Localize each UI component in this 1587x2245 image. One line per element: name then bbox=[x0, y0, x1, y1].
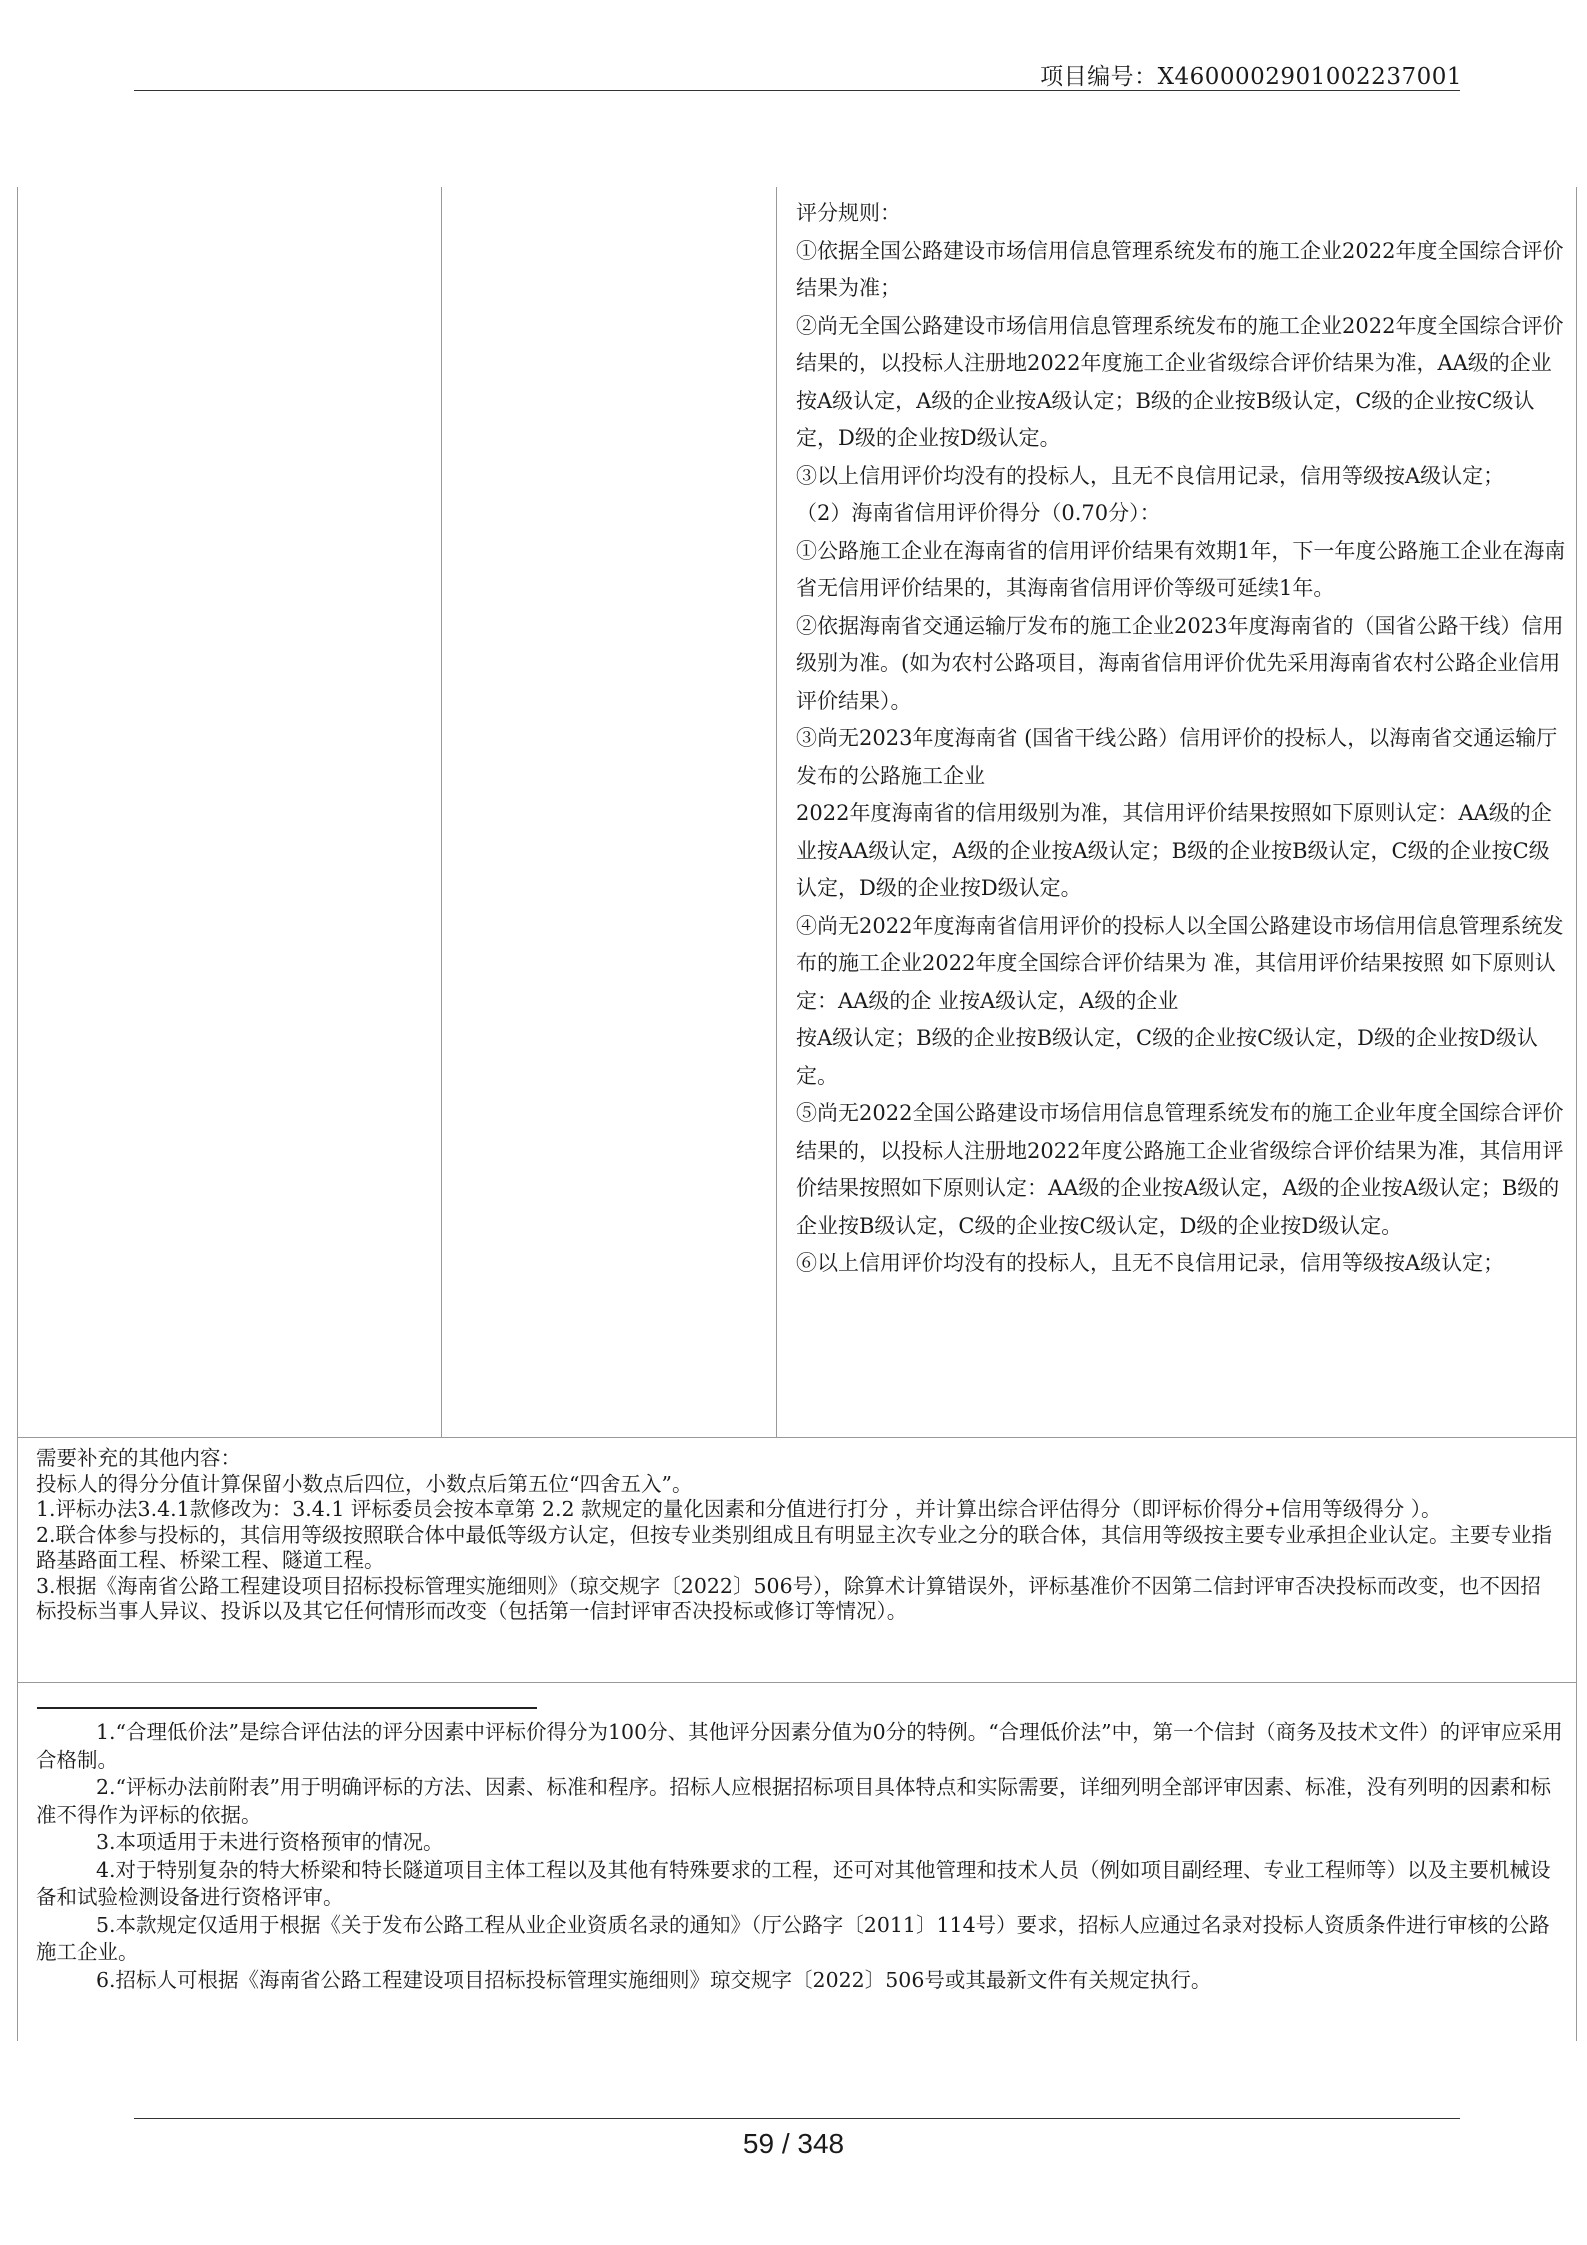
rule-paragraph: ①公路施工企业在海南省的信用评价结果有效期1年，下一年度公路施工企业在海南省无信用评价结果的，其海南省信用评价等级可延续1年。 bbox=[796, 538, 1566, 600]
rules-heading: 评分规则： bbox=[796, 201, 901, 225]
scoring-rules-cell bbox=[796, 195, 1566, 1283]
supplement-heading: 需要补充的其他内容： bbox=[36, 1446, 241, 1470]
footnote-item: 4.对于特别复杂的特大桥梁和特长隧道项目主体工程以及其他有特殊要求的工程，还可对其他管理和技术人员（例如项目副经理、专业工程师等）以及主要机械设备和试验检测设备进行资格评审。 bbox=[36, 1857, 1551, 1909]
supplement-paragraph: 投标人的得分分值计算保留小数点后四位，小数点后第五位“四舍五入”。 bbox=[36, 1471, 693, 1496]
rule-paragraph: ④尚无2022年度海南省信用评价的投标人以全国公路建设市场信用信息管理系统发布的施工企业2022年度全国综合评价结果为 准，其信用评价结果按照 如下原则认定：AA级的企 业按A级认定，A级的企业 bbox=[796, 913, 1564, 1013]
footnote-item: 2.“评标办法前附表”用于明确评标的方法、因素、标准和程序。招标人应根据招标项目具体特点和实际需要，详细列明全部评审因素、标准，没有列明的因素和标准不得作为评标的依据。 bbox=[36, 1775, 1552, 1827]
rule-paragraph: ②依据海南省交通运输厅发布的施工企业2023年度海南省的（国省公路干线）信用级别为准。(如为农村公路项目，海南省信用评价优先采用海南省农村公路企业信用评价结果）。 bbox=[796, 613, 1564, 713]
supplement-cell bbox=[36, 1446, 1561, 1625]
rule-paragraph: ⑥以上信用评价均没有的投标人，且无不良信用记录，信用等级按A级认定； bbox=[796, 1251, 1505, 1275]
footnote-item: 5.本款规定仅适用于根据《关于发布公路工程从业企业资质名录的通知》（厅公路字〔2011〕114号）要求，招标人应通过名录对投标人资质条件进行审核的公路施工企业。 bbox=[36, 1912, 1550, 1964]
page-number: 59 / 348 bbox=[742, 2128, 845, 2159]
footnote-item: 3.本项适用于未进行资格预审的情况。 bbox=[96, 1830, 444, 1854]
rule-subheading: （2）海南省信用评价得分（0.70分）： bbox=[796, 501, 1161, 525]
supplement-paragraph: 1.评标办法3.4.1款修改为：3.4.1 评标委员会按本章第 2.2 款规定的量化因素和分值进行打分 ，并计算出综合评估得分（即评标价得分+信用等级得分 ）。 bbox=[36, 1497, 1442, 1521]
rule-paragraph: ②尚无全国公路建设市场信用信息管理系统发布的施工企业2022年度全国综合评价结果的，以投标人注册地2022年度施工企业省级综合评价结果为准，AA级的企业按A级认定，A级的企业按A级认定；B级的企业按B级认定，C级的企业按C级认定，D级的企业按D级认定。 bbox=[796, 313, 1564, 450]
rule-paragraph: ①依据全国公路建设市场信用信息管理系统发布的施工企业2022年度全国综合评价结果为准； bbox=[796, 238, 1564, 300]
header-divider bbox=[134, 90, 1460, 91]
table-row-supplement bbox=[18, 1438, 1576, 1683]
footer-divider bbox=[134, 2118, 1460, 2119]
column-divider bbox=[776, 187, 777, 1437]
table-row-notes bbox=[18, 1683, 1576, 2041]
project-number: 项目编号：X4600002901002237001 bbox=[1040, 64, 1462, 90]
supplement-paragraph: 2.联合体参与投标的，其信用等级按照联合体中最低等级方认定，但按专业类别组成且有明显主次专业之分的联合体，其信用等级按主要专业承担企业认定。主要专业指路基路面工程、桥梁工程、隧道工程。 bbox=[36, 1522, 1553, 1572]
evaluation-table bbox=[17, 187, 1577, 2041]
table-row-scoring bbox=[18, 187, 1576, 1438]
rule-paragraph: 2022年度海南省的信用级别为准，其信用评价结果按照如下原则认定：AA级的企业按AA级认定，A级的企业按A级认定；B级的企业按B级认定，C级的企业按C级认定，D级的企业按D级认定。 bbox=[796, 801, 1552, 900]
footnote-item: 6.招标人可根据《海南省公路工程建设项目招标投标管理实施细则》琼交规字〔2022〕506号或其最新文件有关规定执行。 bbox=[96, 1967, 1212, 1992]
rule-paragraph: ③以上信用评价均没有的投标人，且无不良信用记录，信用等级按A级认定； bbox=[796, 463, 1505, 488]
footnotes bbox=[36, 1719, 1563, 1994]
footnote-rule bbox=[37, 1707, 537, 1709]
supplement-paragraph: 3.根据《海南省公路工程建设项目招标投标管理实施细则》（琼交规字〔2022〕506号），除算术计算错误外，评标基准价不因第二信封评审否决投标而改变，也不因招标投标当事人异议、投诉以及其它任何情形而改变（包括第一信封评审否决投标或修订等情况）。 bbox=[36, 1573, 1541, 1623]
footnote-item: 1.“合理低价法”是综合评估法的评分因素中评标价得分为100分、其他评分因素分值为0分的特例。“合理低价法”中，第一个信封（商务及技术文件）的评审应采用合格制。 bbox=[36, 1720, 1563, 1772]
column-divider bbox=[441, 187, 442, 1437]
rule-paragraph: 按A级认定；B级的企业按B级认定，C级的企业按C级认定，D级的企业按D级认定。 bbox=[796, 1026, 1538, 1088]
rule-paragraph: ⑤尚无2022全国公路建设市场信用信息管理系统发布的施工企业年度全国综合评价结果的，以投标人注册地2022年度公路施工企业省级综合评价结果为准，其信用评价结果按照如下原则认定：AA级的企业按A级认定，A级的企业按A级认定；B级的企业按B级认定，C级的企业按C级认定，D级的企业按D级认定。 bbox=[796, 1101, 1564, 1238]
rule-paragraph: ③尚无2023年度海南省 (国省干线公路）信用评价的投标人，以海南省交通运输厅发布的公路施工企业 bbox=[796, 726, 1558, 788]
